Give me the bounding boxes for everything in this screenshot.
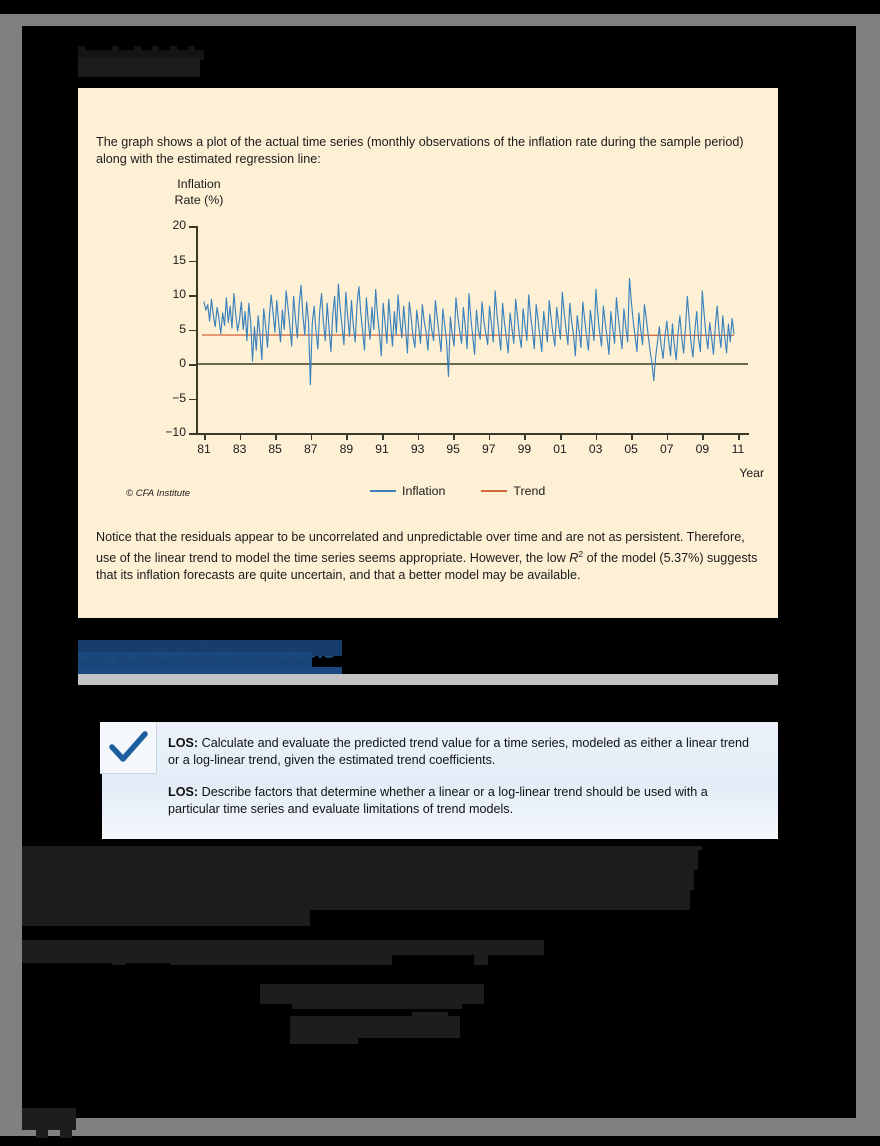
conclusion-part1: Notice that the residuals appear to be uncorrelated and unpredictable over time and are not as persistent. Therefore, use of the linear trend to model the time series seems appropriate. However, the low xyxy=(96,530,745,566)
y-tick xyxy=(189,330,196,332)
section-heading-redaction-lower xyxy=(78,652,312,667)
los-item-1 xyxy=(168,735,760,769)
conclusion-part2: of the model (5.37%) suggests that its inflation forecasts are quite uncertain, and that a better model may be available. xyxy=(96,551,758,583)
legend-label-trend: Trend xyxy=(513,484,546,498)
x-tick xyxy=(346,433,348,440)
x-tick xyxy=(275,433,277,440)
example-callout-box xyxy=(78,88,778,618)
conclusion-r-symbol: R xyxy=(569,551,579,566)
example-conclusion-text xyxy=(96,529,764,584)
los-check-container xyxy=(100,722,157,774)
y-tick xyxy=(189,433,196,435)
x-tick xyxy=(596,433,598,440)
x-tick xyxy=(738,433,740,440)
y-tick-label: 5 xyxy=(179,321,186,336)
x-tick-label: 89 xyxy=(339,442,354,456)
section-divider-rule xyxy=(78,674,778,685)
y-tick-label: −10 xyxy=(165,425,186,439)
x-tick xyxy=(489,433,491,440)
x-tick xyxy=(240,433,242,440)
window-border-top xyxy=(0,14,880,26)
conclusion-superscript: 2 xyxy=(578,549,584,559)
y-axis-title-line1: Inflation xyxy=(177,177,221,191)
y-tick xyxy=(189,399,196,401)
x-tick xyxy=(418,433,420,440)
x-tick xyxy=(667,433,669,440)
chart-legend xyxy=(370,484,545,498)
x-tick xyxy=(631,433,633,440)
x-tick-label: 83 xyxy=(232,442,247,456)
chart-copyright: © CFA Institute xyxy=(126,488,191,499)
top-edge xyxy=(0,0,880,14)
los-item-2 xyxy=(168,784,760,818)
x-tick xyxy=(382,433,384,440)
legend-label-inflation: Inflation xyxy=(402,484,446,498)
x-tick xyxy=(524,433,526,440)
x-tick-label: 01 xyxy=(553,442,567,456)
x-tick-label: 93 xyxy=(410,442,425,456)
legend-swatch-inflation xyxy=(370,490,396,492)
x-tick xyxy=(560,433,562,440)
x-tick-label: 95 xyxy=(446,442,460,456)
page-title-redacted xyxy=(78,44,378,78)
y-tick-label: 10 xyxy=(172,287,186,301)
x-tick-label: 07 xyxy=(660,442,674,456)
redacted-body-content xyxy=(22,846,856,1146)
x-tick-label: 91 xyxy=(375,442,389,456)
legend-item-trend xyxy=(481,484,545,498)
x-tick xyxy=(453,433,455,440)
x-tick-label: 97 xyxy=(482,442,496,456)
x-tick-label: 03 xyxy=(588,442,603,456)
x-tick-label: 05 xyxy=(624,442,638,456)
y-tick-label: −5 xyxy=(172,390,186,405)
los-callout-box xyxy=(102,722,778,839)
chart-x-axis-title: Year xyxy=(739,466,764,480)
x-tick-label: 11 xyxy=(731,442,745,456)
legend-swatch-trend xyxy=(481,490,507,492)
inflation-trend-chart xyxy=(96,177,764,518)
example-intro-text: The graph shows a plot of the actual time series (monthly observations of the inflation rate during the sample period) along with the estimated regression line: xyxy=(96,135,744,166)
los-body-2: Describe factors that determine whether a linear or a log-linear trend should be used with a particular time series and evaluate limitations of trend models. xyxy=(168,785,708,816)
chart-plot-area xyxy=(196,226,748,433)
y-tick xyxy=(189,261,196,263)
legend-item-inflation xyxy=(370,484,445,498)
x-tick-label: 99 xyxy=(517,442,532,456)
y-tick xyxy=(189,364,196,366)
chart-y-axis-title xyxy=(144,176,254,208)
x-tick-label: 85 xyxy=(268,442,282,456)
checkmark-icon xyxy=(100,722,156,773)
y-axis-title-line2: Rate (%) xyxy=(174,193,224,207)
x-tick-label: 09 xyxy=(695,442,710,456)
x-tick-label: 81 xyxy=(197,442,211,456)
los-label-2: LOS: xyxy=(168,785,199,799)
x-tick xyxy=(204,433,206,440)
x-tick-label: 87 xyxy=(304,442,318,456)
x-tick xyxy=(702,433,704,440)
y-tick-label: 20 xyxy=(172,218,186,232)
y-tick-label: 0 xyxy=(179,356,186,370)
window-border-right xyxy=(856,14,880,1122)
window-border-left xyxy=(0,14,22,1122)
los-body-1: Calculate and evaluate the predicted trend value for a time series, modeled as either a linear trend or a log-linear trend, given the estimated trend coefficients. xyxy=(168,736,750,767)
y-tick xyxy=(189,226,196,228)
los-label-1: LOS: xyxy=(168,736,199,750)
x-tick xyxy=(311,433,313,440)
y-tick-label: 15 xyxy=(172,252,186,267)
document-page xyxy=(22,26,856,1118)
y-tick xyxy=(189,295,196,297)
